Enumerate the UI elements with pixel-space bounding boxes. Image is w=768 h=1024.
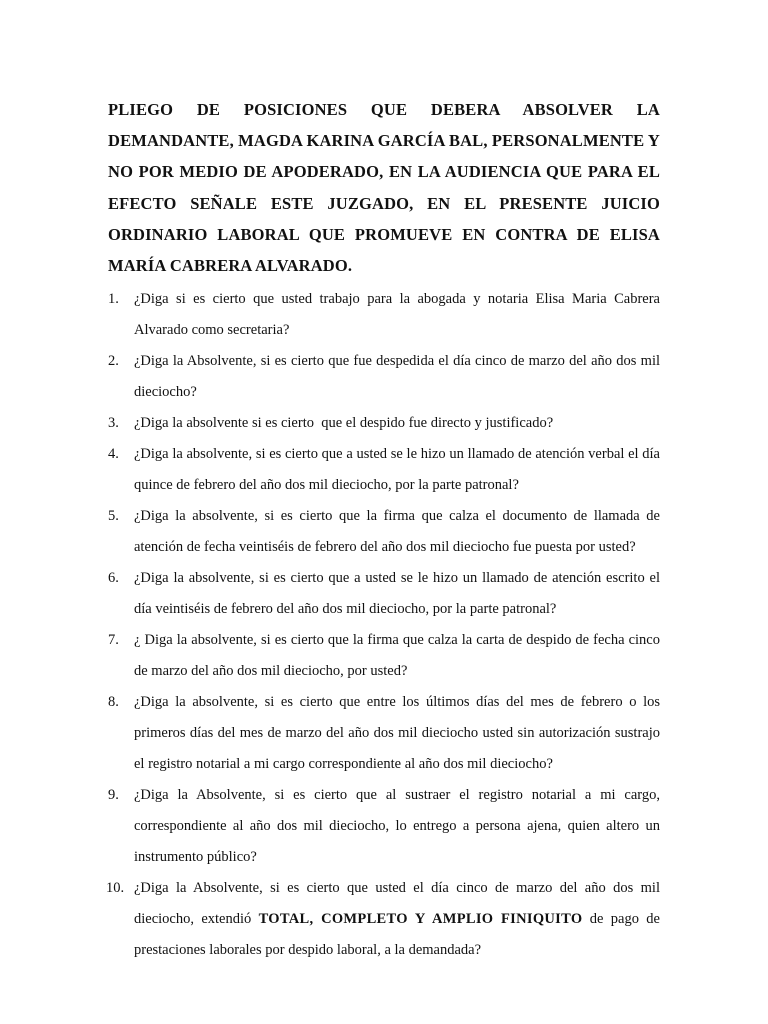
question-number: 5. <box>108 508 119 525</box>
question-item <box>106 873 664 966</box>
question-number: 8. <box>108 694 119 711</box>
question-item <box>108 780 660 873</box>
question-number: 2. <box>108 353 119 370</box>
question-number: 10. <box>106 880 125 897</box>
question-text: ¿Diga si es cierto que usted trabajo para la abogada y notaria Elisa Maria Cabrera Alvarado como secretaria? <box>134 291 660 339</box>
question-item <box>108 439 660 501</box>
question-text: ¿Diga la absolvente, si es cierto que a usted se le hizo un llamado de atención verbal el día quince de febrero del año dos mil dieciocho, por la parte patronal? <box>134 446 660 494</box>
question-number: 4. <box>108 446 119 463</box>
question-item <box>108 501 660 563</box>
question-item <box>108 408 660 439</box>
question-text: ¿Diga la absolvente, si es cierto que la firma que calza el documento de llamada de atención de fecha veintiséis de febrero del año dos mil dieciocho fue puesta por usted? <box>134 508 660 556</box>
question-item <box>108 563 660 625</box>
question-number: 9. <box>108 787 119 804</box>
document-heading: PLIEGO DE POSICIONES QUE DEBERA ABSOLVER LA DEMANDANTE, MAGDA KARINA GARCÍA BAL, PERSONALMENTE Y NO POR MEDIO DE APODERADO, EN LA AUDIENCIA QUE PARA EL EFECTO SEÑALE ESTE JUZGADO, EN EL PRESENTE JUICIO ORDINARIO LABORAL QUE PROMUEVE EN CONTRA DE ELISA MARÍA CABRERA ALVARADO. <box>108 100 660 276</box>
questions-list <box>106 284 664 966</box>
question-text: ¿ Diga la absolvente, si es cierto que la firma que calza la carta de despido de fecha cinco de marzo del año dos mil dieciocho, por usted? <box>134 632 660 680</box>
finiquito-term: TOTAL, COMPLETO Y AMPLIO FINIQUITO <box>258 911 583 928</box>
question-number: 6. <box>108 570 119 587</box>
question-text-start: ¿Diga la Absolvente, si es cierto que usted el día cinco de marzo del año dos mil dieciocho, extendió <box>134 880 664 928</box>
question-number: 7. <box>108 632 119 649</box>
question-text: ¿Diga la Absolvente, si es cierto que fue despedida el día cinco de marzo del año dos mil dieciocho? <box>134 353 660 401</box>
question-text: ¿Diga la Absolvente, si es cierto que al sustraer el registro notarial a mi cargo, correspondiente al año dos mil dieciocho, lo entrego a persona ajena, quien altero un instrumento público? <box>134 787 660 866</box>
question-text: ¿Diga la absolvente, si es cierto que a usted se le hizo un llamado de atención escrito el día veintiséis de febrero del año dos mil dieciocho, por la parte patronal? <box>134 570 660 618</box>
question-text <box>134 880 664 958</box>
question-number: 3. <box>108 415 119 432</box>
question-item <box>108 625 660 687</box>
question-item <box>108 284 660 346</box>
question-text: ¿Diga la absolvente, si es cierto que entre los últimos días del mes de febrero o los primeros días del mes de marzo del año dos mil dieciocho usted sin autorización sustrajo el registro notarial a mi cargo correspondiente al año dos mil dieciocho? <box>134 694 660 773</box>
question-text-end: de pago de prestaciones laborales por despido laboral, a la demandada? <box>134 911 664 959</box>
question-number: 1. <box>108 291 119 308</box>
question-item <box>108 687 660 780</box>
question-item <box>108 346 660 408</box>
question-text: ¿Diga la absolvente si es cierto que el despido fue directo y justificado? <box>134 415 554 432</box>
